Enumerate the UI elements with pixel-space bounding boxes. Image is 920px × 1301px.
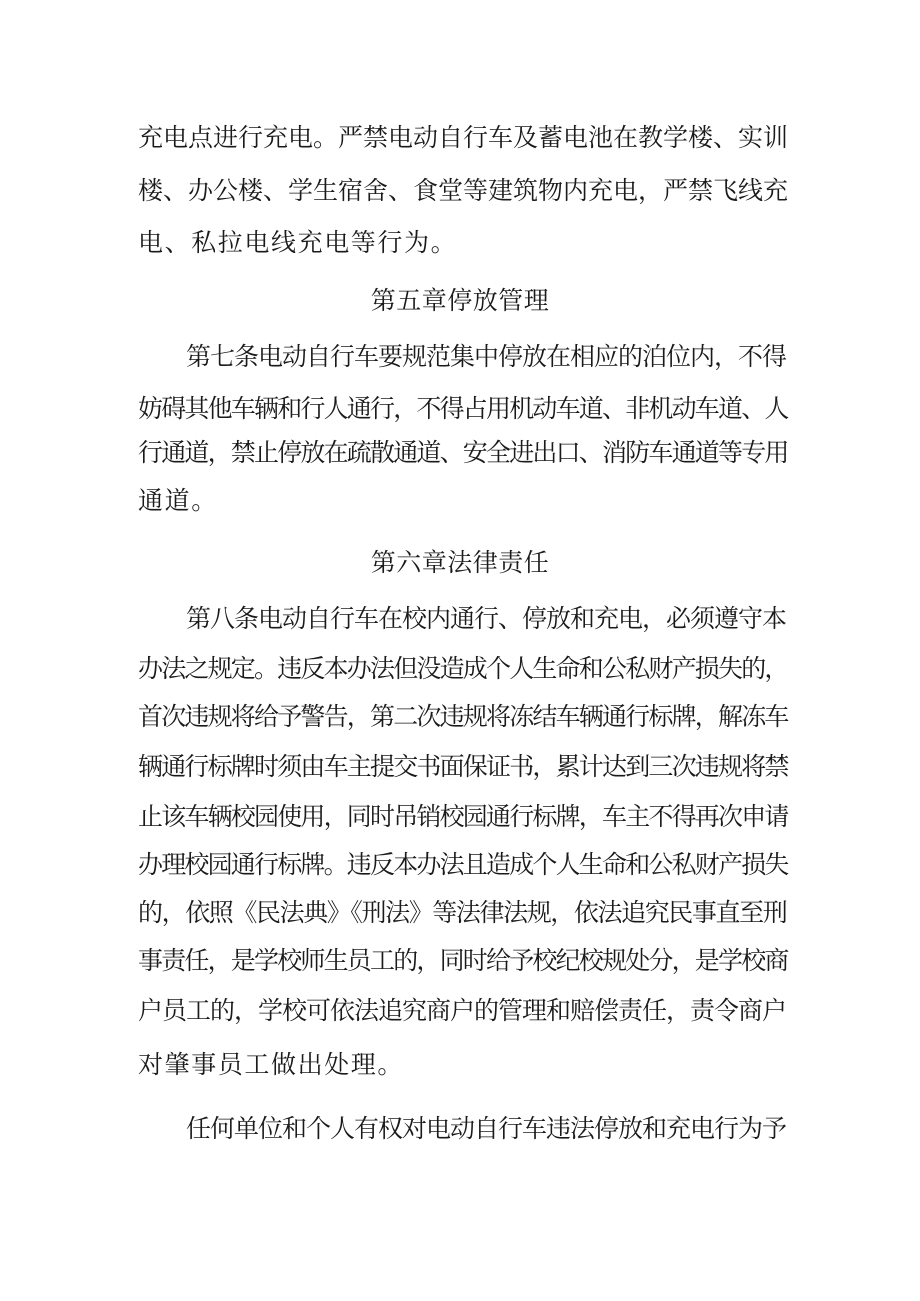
paragraph-line: 办法之规定。违反本办法但没造成个人生命和公私财产损失的， [138,654,788,683]
paragraph-line: 办理校园通行标牌。违反本办法且造成个人生命和公私财产损失 [138,850,788,879]
chapter-heading: 第五章停放管理 [370,286,550,315]
paragraph-line: 妨碍其他车辆和行人通行，不得占用机动车道、非机动车道、人 [138,394,788,423]
paragraph-line: 电、私拉电线充电等行为。 [138,228,458,257]
paragraph-line: 充电点进行充电。严禁电动自行车及蓄电池在教学楼、实训 [138,123,789,152]
chapter-heading: 第六章法律责任 [370,548,550,577]
paragraph-line: 止该车辆校园使用，同时吊销校园通行标牌，车主不得再次申请 [138,802,788,831]
paragraph-line: 第七条电动自行车要规范集中停放在相应的泊位内，不得 [186,342,787,371]
paragraph-line: 任何单位和个人有权对电动自行车违法停放和充电行为予 [186,1114,787,1143]
paragraph-line: 户员工的，学校可依法追究商户的管理和赔偿责任，责令商户 [138,996,787,1025]
paragraph-line: 的，依照《民法典》《刑法》等法律法规，依法追究民事直至刑 [138,898,787,927]
paragraph-line: 辆通行标牌时须由车主提交书面保证书，累计达到三次违规将禁 [138,752,788,781]
paragraph-line: 事责任，是学校师生员工的，同时给予校纪校规处分，是学校商 [138,946,788,975]
paragraph-line: 通道。 [138,486,218,515]
paragraph-line: 第八条电动自行车在校内通行、停放和充电，必须遵守本 [186,604,787,633]
paragraph-line: 行通道，禁止停放在疏散通道、安全进出口、消防车通道等专用 [138,438,788,467]
paragraph-line: 对肇事员工做出处理。 [138,1050,405,1079]
paragraph-line: 首次违规将给予警告，第二次违规将冻结车辆通行标牌，解冻车 [138,702,788,731]
paragraph-line: 楼、办公楼、学生宿舍、食堂等建筑物内充电，严禁飞线充 [138,176,789,205]
